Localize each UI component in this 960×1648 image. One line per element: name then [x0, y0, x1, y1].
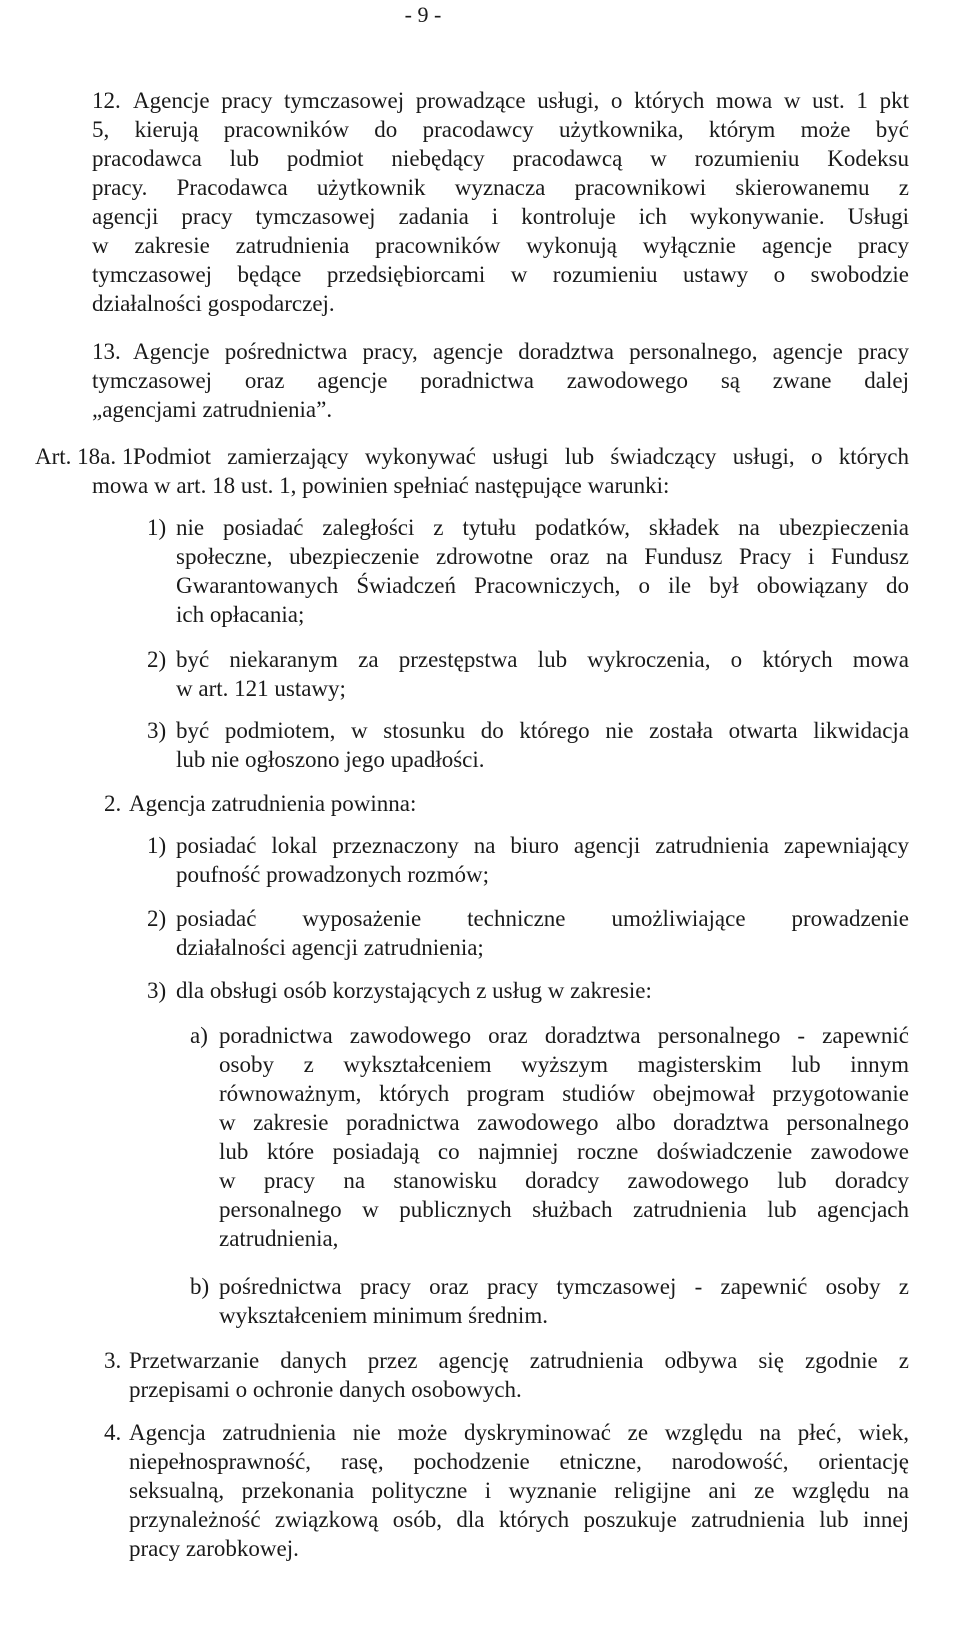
text-line: lub nie ogłoszono jego upadłości. [176, 747, 485, 772]
text-line: w zakresie zatrudnienia pracowników wykonują wyłącznie agencje pracy [92, 233, 909, 258]
paragraph-13-body [133, 337, 909, 366]
text-line: przepisami o ochronie danych osobowych. [129, 1377, 522, 1402]
article-18a-label: Art. 18a. 1. [35, 444, 140, 469]
section-4-body [129, 1418, 909, 1563]
text-line: poufność prowadzonych rozmów; [176, 862, 489, 887]
text-line: posiadać wyposażenie techniczne umożliwiające prowadzenie [176, 906, 909, 931]
list-item [176, 831, 909, 889]
list-item-label: 1) [147, 515, 167, 540]
text-line: personalnego w publicznych służbach zatrudnienia lub agencjach [219, 1197, 909, 1222]
text-line: w art. 121 ustawy; [176, 676, 346, 701]
paragraph-12-body [133, 86, 909, 115]
list-item [176, 904, 909, 962]
text-line: równoważnym, których program studiów obejmował przygotowanie [219, 1081, 909, 1106]
list-item [176, 513, 909, 629]
article-18a-intro [133, 442, 909, 471]
text-line: pracodawca lub podmiot niebędący pracodawcą w rozumieniu Kodeksu [92, 146, 909, 171]
list-item-label: 1) [147, 833, 167, 858]
text-line: tymczasowej będące przedsiębiorcami w rozumieniu ustawy o swobodzie [92, 262, 909, 287]
paragraph-13-label: 13. [92, 339, 121, 364]
text-line: niepełnosprawność, rasę, pochodzenie etniczne, narodowość, orientację [129, 1449, 909, 1474]
text-line: pracy zarobkowej. [129, 1536, 299, 1561]
text-line: w zakresie poradnictwa zawodowego albo doradztwa personalnego [219, 1110, 909, 1135]
section-4-label: 4. [104, 1420, 122, 1445]
list-item [176, 716, 909, 774]
list-item-label: 3) [147, 718, 167, 743]
text-line: Gwarantowanych Świadczeń Pracowniczych, o ile był obowiązany do [176, 573, 909, 598]
text-line: być podmiotem, w stosunku do którego nie została otwarta likwidacja [176, 718, 909, 743]
text-line: w pracy na stanowisku doradcy zawodowego lub doradcy [219, 1168, 909, 1193]
page-number: - 9 - [404, 2, 442, 27]
text-line: poradnictwa zawodowego oraz doradztwa personalnego - zapewnić [219, 1023, 909, 1048]
text-line: „agencjami zatrudnienia”. [92, 397, 333, 422]
text-line: ich opłacania; [176, 602, 305, 627]
text-line: posiadać lokal przeznaczony na biuro agencji zatrudnienia zapewniający [176, 833, 909, 858]
text-line: Agencje pośrednictwa pracy, agencje doradztwa personalnego, agencje pracy [133, 339, 909, 364]
text-line: pośrednictwa pracy oraz pracy tymczasowej - zapewnić osoby z [219, 1274, 909, 1299]
text-line: 5, kierują pracowników do pracodawcy użytkownika, którym może być [92, 117, 909, 142]
sublist-item [219, 1021, 909, 1253]
sublist-item-label: a) [190, 1023, 208, 1048]
list-item [176, 976, 909, 1005]
text-line: osoby z wykształceniem wyższym magisterskim lub innym [219, 1052, 909, 1077]
paragraph-12-continuation [92, 115, 909, 318]
text-line: przynależność związkową osób, dla których poszukuje zatrudnienia lub innej [129, 1507, 909, 1532]
text-line: Agencje pracy tymczasowej prowadzące usługi, o których mowa w ust. 1 pkt [133, 88, 909, 113]
section-2-label: 2. [104, 791, 122, 816]
text-line: Podmiot zamierzający wykonywać usługi lub świadczący usługi, o których [133, 444, 909, 469]
text-line: tymczasowej oraz agencje poradnictwa zawodowego są zwane dalej [92, 368, 909, 393]
list-item-label: 3) [147, 978, 167, 1003]
section-2-text: Agencja zatrudnienia powinna: [129, 791, 417, 816]
article-18a-intro-continuation [92, 471, 909, 500]
text-line: seksualną, przekonania polityczne i wyznanie religijne ani ze względu na [129, 1478, 909, 1503]
text-line: lub które posiadają co najmniej roczne doświadczenie zawodowe [219, 1139, 909, 1164]
sublist-item [219, 1272, 909, 1330]
section-3-body [129, 1346, 909, 1404]
list-item-label: 2) [147, 647, 167, 672]
text-line: wykształceniem minimum średnim. [219, 1303, 548, 1328]
text-line: być niekaranym za przestępstwa lub wykroczenia, o których mowa [176, 647, 909, 672]
list-item [176, 645, 909, 703]
text-line: działalności agencji zatrudnienia; [176, 935, 484, 960]
text-line: pracy. Pracodawca użytkownik wyznacza pracownikowi skierowanemu z [92, 175, 909, 200]
text-line: nie posiadać zaległości z tytułu podatków, składek na ubezpieczenia [176, 515, 909, 540]
text-line: dla obsługi osób korzystających z usług w zakresie: [176, 978, 652, 1003]
text-line: działalności gospodarczej. [92, 291, 335, 316]
section-3-label: 3. [104, 1348, 122, 1373]
text-line: społeczne, ubezpieczenie zdrowotne oraz na Fundusz Pracy i Fundusz [176, 544, 909, 569]
list-item-label: 2) [147, 906, 167, 931]
text-line: Przetwarzanie danych przez agencję zatrudnienia odbywa się zgodnie z [129, 1348, 909, 1373]
sublist-item-label: b) [190, 1274, 210, 1299]
text-line: zatrudnienia, [219, 1226, 339, 1251]
paragraph-12-label: 12. [92, 88, 121, 113]
text-line: Agencja zatrudnienia nie może dyskryminować ze względu na płeć, wiek, [129, 1420, 909, 1445]
text-line: mowa w art. 18 ust. 1, powinien spełniać następujące warunki: [92, 473, 670, 498]
paragraph-13-continuation [92, 366, 909, 424]
text-line: agencji pracy tymczasowej zadania i kontroluje ich wykonywanie. Usługi [92, 204, 909, 229]
